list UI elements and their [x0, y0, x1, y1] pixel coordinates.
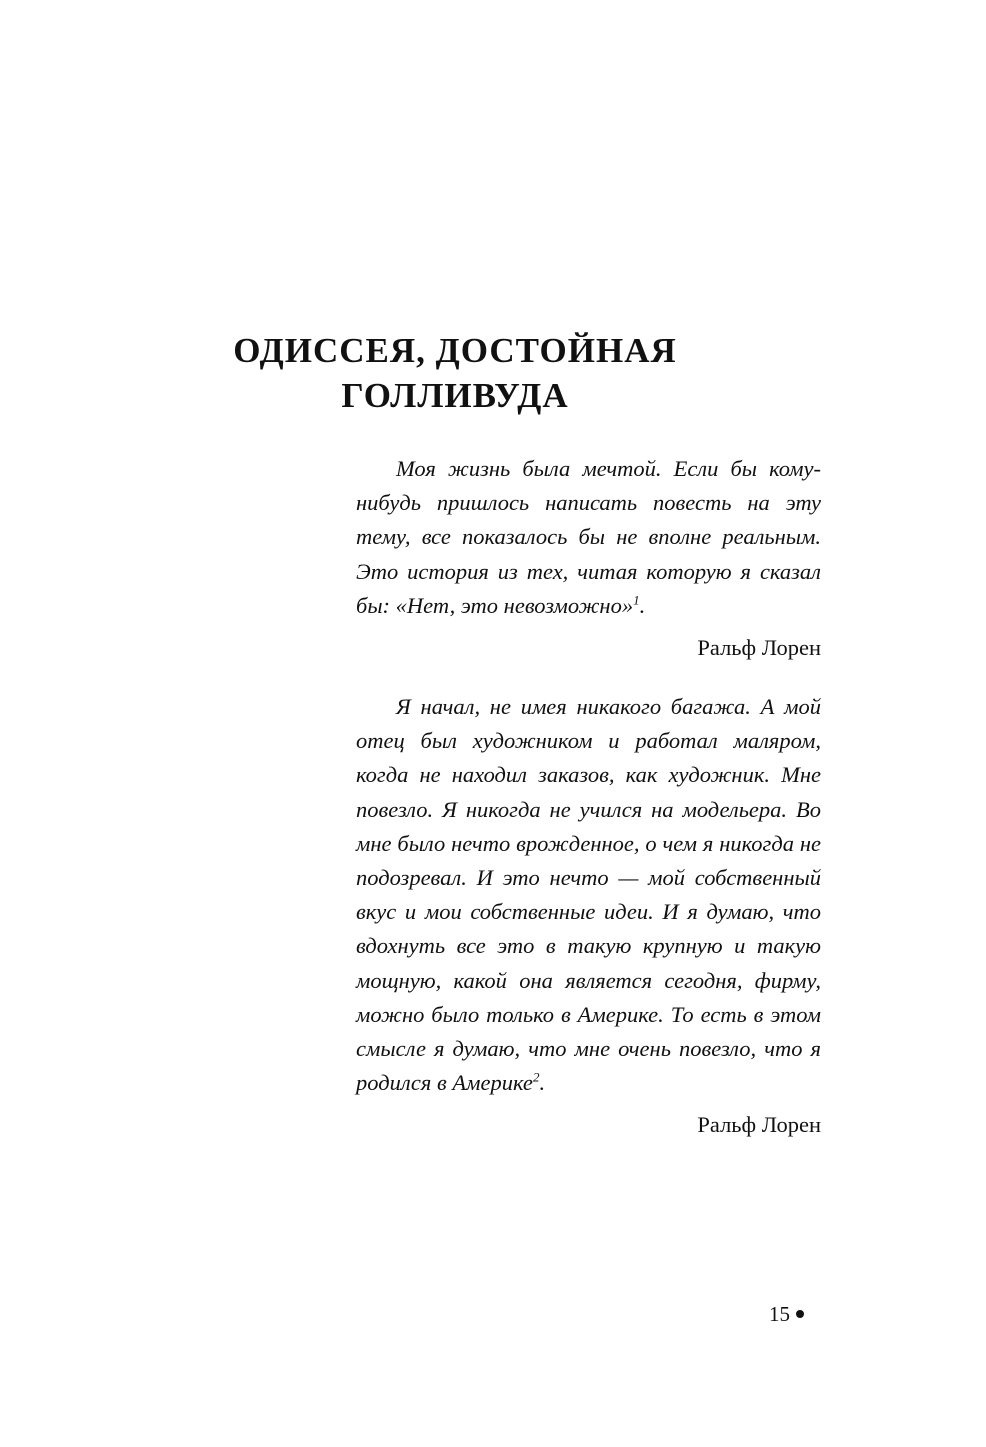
- chapter-title-line-1: ОДИССЕЯ, ДОСТОЙНАЯ: [233, 331, 677, 370]
- epigraph-quote-text: Я начал, не имея никакого багажа. А мой отец был художником и работал маляром, когда не находил заказов, как художник. Мне повезло. Я никогда не учился на модельера. Во мне было нечто врожденное, о чем я никогда не подозревал. И это нечто — мой собственный вкус и мои собственные идеи. И я думаю, что вдохнуть все это в такую крупную и такую мощную, какой она является сегодня, фирму, можно было только в Америке. То есть в этом смысле я думаю, что мне очень повезло, что я родился в Америке: [356, 694, 821, 1096]
- epigraph-quote: [356, 690, 821, 1100]
- page-number-text: 15: [769, 1302, 790, 1326]
- epigraph-quote: [356, 452, 821, 623]
- epigraph-2: [356, 690, 821, 1142]
- bullet-icon: [796, 1310, 804, 1318]
- epigraph-1: [356, 452, 821, 665]
- epigraph-quote-text: Моя жизнь была мечтой. Если бы кому-нибудь пришлось написать повесть на эту тему, все показалось бы не вполне реальным. Это история из тех, читая которую я сказал бы: «Нет, это невозможно»: [356, 456, 821, 618]
- chapter-title: [200, 328, 710, 418]
- epigraph-quote-end: .: [639, 592, 646, 618]
- epigraph-quote-end: .: [539, 1070, 546, 1096]
- footnote-marker[interactable]: 2: [532, 1069, 540, 1085]
- page-number: [769, 1300, 804, 1328]
- epigraph-author: Ральф Лорен: [697, 635, 821, 661]
- chapter-title-line-2: ГОЛЛИВУДА: [341, 376, 569, 415]
- epigraph-author: Ральф Лорен: [697, 1112, 821, 1138]
- footnote-marker[interactable]: 1: [633, 592, 640, 608]
